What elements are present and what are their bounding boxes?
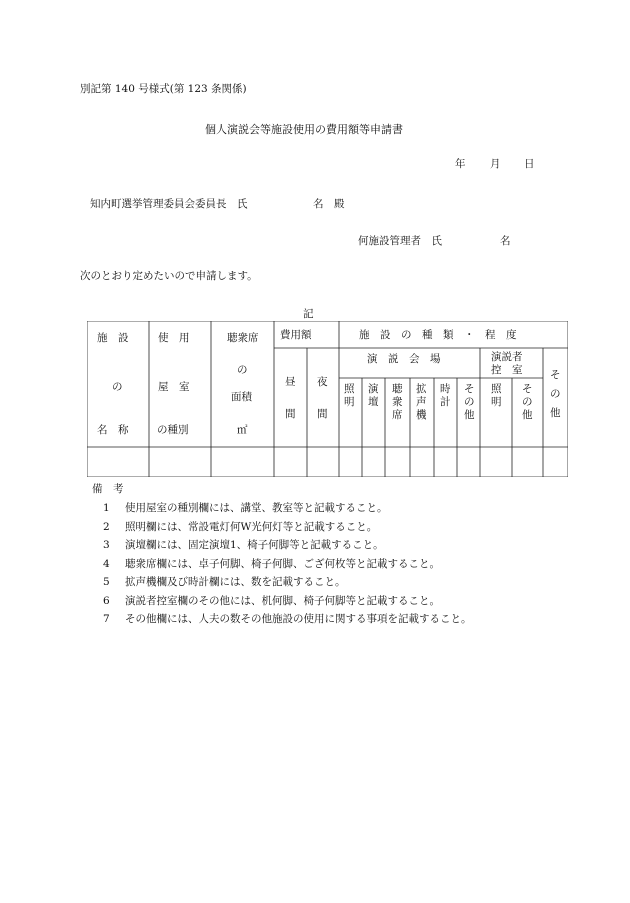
remark-item <box>103 556 440 571</box>
header-hall-lighting: 照 明 <box>344 383 355 408</box>
date-year-label: 年 <box>455 158 466 170</box>
header-area-unit: ㎡ <box>237 424 248 436</box>
remark-number: 5 <box>103 576 110 588</box>
header-hall-audience: 聴 衆 席 <box>392 383 403 421</box>
header-room-1: 使 用 <box>158 332 190 344</box>
remark-text: 照明欄には、常設電灯何W光何灯等と記載すること。 <box>125 520 378 533</box>
header-area-3: 面積 <box>231 391 252 403</box>
remark-item <box>103 611 472 626</box>
ki-label: 記 <box>303 308 314 320</box>
addressee-line: 知内町選挙管理委員会委員長 氏 <box>90 198 248 210</box>
remark-item <box>103 537 384 552</box>
header-waiting-room-2: 控 室 <box>491 364 523 376</box>
applicant-name-suffix: 名 <box>500 235 511 247</box>
remarks-heading: 備 考 <box>92 483 124 495</box>
header-area-2: の <box>237 364 248 376</box>
header-cost-night-2: 間 <box>317 408 328 420</box>
remark-number: 7 <box>103 613 110 625</box>
header-hall-other: そ の 他 <box>464 383 475 421</box>
header-cost-day-1: 昼 <box>285 376 296 388</box>
remark-text: 演説者控室欄のその他には、机何脚、椅子何脚等と記載すること。 <box>125 594 440 607</box>
header-hall-podium: 演 壇 <box>368 383 379 408</box>
header-facility-1: 施 設 <box>97 332 129 344</box>
remark-text: その他欄には、人夫の数その他施設の使用に関する事項を記載すること。 <box>125 613 472 625</box>
remark-number: 4 <box>103 557 110 570</box>
remark-item <box>103 574 346 589</box>
remark-item <box>103 500 388 515</box>
addressee-name-suffix: 名 殿 <box>313 198 345 210</box>
header-facility-kind: 施 設 の 種 類 ・ 程 度 <box>359 329 517 341</box>
header-cost: 費用額 <box>280 329 312 341</box>
header-hall-loudspeaker: 拡 声 機 <box>416 383 427 421</box>
application-table <box>87 321 568 477</box>
date-month-label: 月 <box>490 158 501 170</box>
remark-text: 拡声機欄及び時計欄には、数を記載すること。 <box>125 576 346 588</box>
remark-text: 演壇欄には、固定演壇1、椅子何脚等と記載すること。 <box>125 539 384 551</box>
header-waiting-room-1: 演説者 <box>491 351 523 363</box>
data-row <box>87 447 568 477</box>
remark-item <box>103 593 440 608</box>
header-waiting-lighting: 照 明 <box>491 383 502 408</box>
remark-number: 3 <box>103 539 110 551</box>
header-waiting-other: そ の 他 <box>522 383 533 421</box>
header-area-1: 聴衆席 <box>227 332 259 344</box>
date-day-label: 日 <box>524 158 535 170</box>
remark-number: 6 <box>103 594 110 607</box>
header-facility-3: 名 称 <box>97 424 129 436</box>
remark-text: 聴衆席欄には、卓子何脚、椅子何脚、ござ何枚等と記載すること。 <box>125 557 440 570</box>
remark-number: 1 <box>103 502 110 514</box>
header-room-2: 屋 室 <box>158 381 190 393</box>
header-other-1: そ <box>550 369 561 381</box>
header-facility-2: の <box>112 381 123 393</box>
header-speech-hall: 演 説 会 場 <box>367 353 441 365</box>
header-room-3: の種別 <box>157 424 189 436</box>
header-cost-night-1: 夜 <box>317 376 328 388</box>
document-title: 個人演説会等施設使用の費用額等申請書 <box>205 123 403 136</box>
header-other-3: 他 <box>550 407 561 419</box>
form-number: 別記第 140 号様式(第 123 条関係) <box>80 83 247 95</box>
header-cost-day-2: 間 <box>285 408 296 420</box>
intro-text: 次のとおり定めたいので申請します。 <box>80 270 258 282</box>
remark-item <box>103 519 377 534</box>
applicant-line: 何施設管理者 氏 <box>358 235 442 247</box>
remark-number: 2 <box>103 520 110 533</box>
header-hall-clock: 時 計 <box>440 383 451 408</box>
header-other-2: の <box>550 388 561 400</box>
remark-text: 使用屋室の種別欄には、講堂、教室等と記載すること。 <box>125 502 388 514</box>
